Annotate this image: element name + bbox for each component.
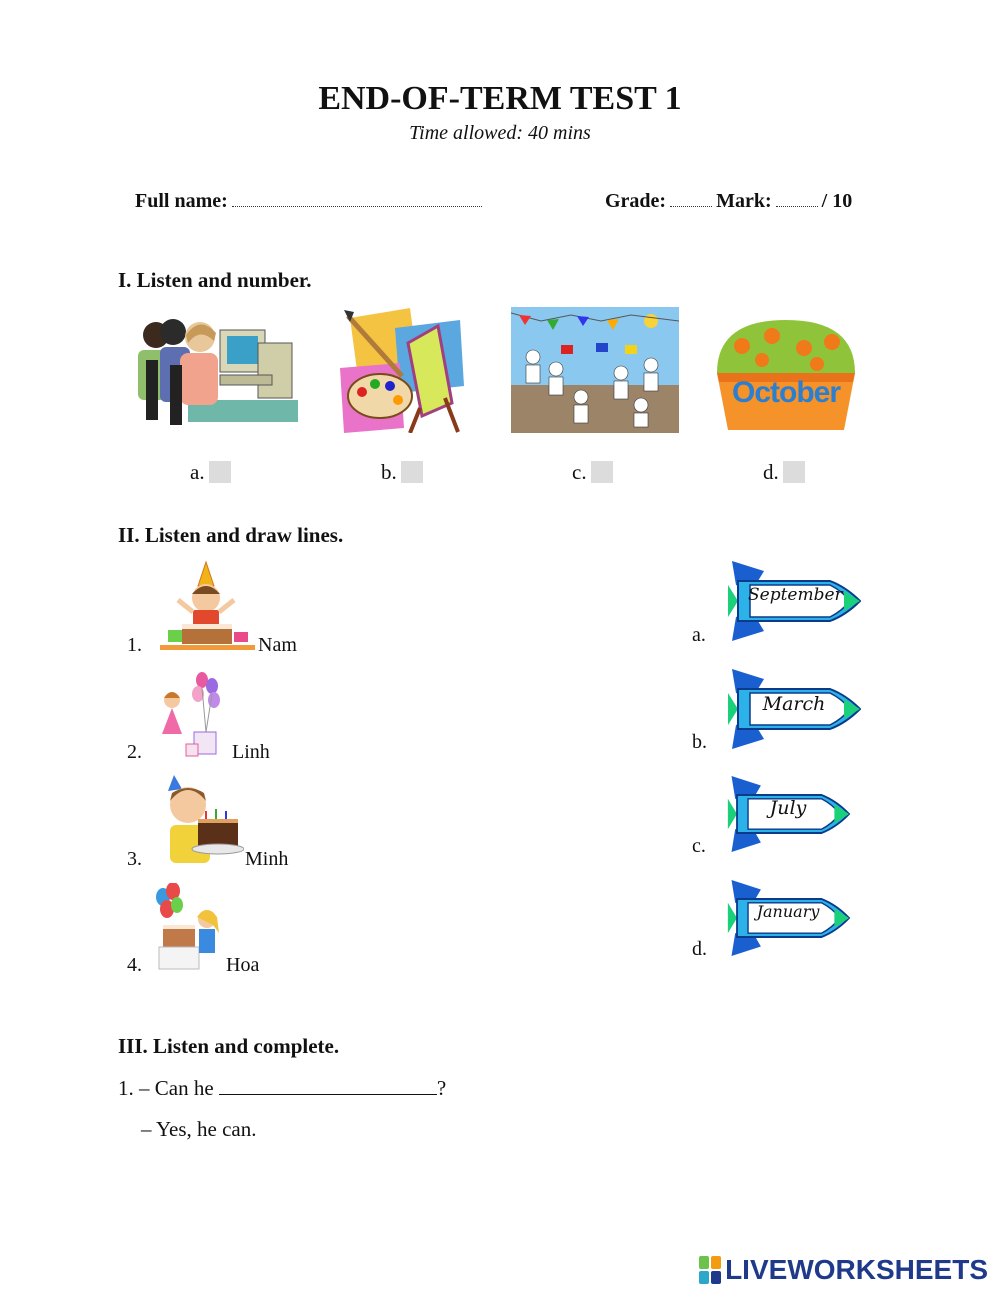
mark-label: Mark: [716, 190, 772, 212]
grade-field[interactable] [670, 196, 712, 207]
person-number-4: 4. [127, 954, 142, 976]
birthday-boy-illustration [160, 560, 255, 652]
sports-day-illustration [511, 307, 679, 433]
person-number-1: 1. [127, 634, 142, 656]
answer-box-a[interactable] [209, 461, 231, 483]
art-palette-illustration [340, 308, 468, 433]
full-name-label: Full name: [135, 190, 228, 212]
option-letter: b. [381, 460, 397, 484]
boy-cake-illustration [160, 775, 244, 867]
rocket-letter-c: c. [692, 835, 706, 857]
option-letter: a. [190, 460, 205, 484]
option-letter: d. [763, 460, 779, 484]
rocket-month-label: July [769, 797, 807, 819]
full-name-row [135, 190, 482, 213]
rocket-month-label: March [762, 693, 826, 715]
person-name-linh: Linh [232, 741, 270, 763]
section1-option-d [763, 460, 805, 485]
rocket-letter-a: a. [692, 624, 706, 646]
page-title: END-OF-TERM TEST 1 [318, 80, 682, 117]
rocket-january[interactable] [726, 880, 850, 956]
section3-heading: III. Listen and complete. [118, 1034, 340, 1058]
rocket-month-label: January [756, 902, 820, 921]
grade-mark-row [605, 190, 852, 213]
computer-lab-illustration [128, 305, 298, 433]
rocket-september[interactable] [726, 561, 861, 641]
question-1-prefix: 1. – Can he [118, 1076, 214, 1100]
rocket-letter-b: b. [692, 731, 707, 753]
person-number-2: 2. [127, 741, 142, 763]
mark-total: / 10 [821, 190, 853, 212]
answer-box-b[interactable] [401, 461, 423, 483]
section1-option-b [381, 460, 423, 485]
section1-option-a [190, 460, 231, 485]
girl-cake-table-illustration [153, 883, 223, 973]
section1-option-c [572, 460, 613, 485]
question-1-blank[interactable] [219, 1076, 437, 1095]
question-1-suffix: ? [436, 1076, 447, 1100]
liveworksheets-badge-icon [699, 1256, 721, 1284]
full-name-field[interactable] [232, 196, 482, 207]
mark-field[interactable] [776, 196, 818, 207]
october-image-text: October [731, 376, 841, 409]
answer-box-d[interactable] [783, 461, 805, 483]
rocket-july[interactable] [726, 776, 850, 852]
option-letter: c. [572, 460, 587, 484]
question-1-row [118, 1076, 446, 1101]
person-name-hoa: Hoa [226, 954, 260, 976]
rocket-march[interactable] [726, 669, 861, 749]
liveworksheets-logo [699, 1254, 988, 1286]
person-name-minh: Minh [245, 848, 289, 870]
person-number-3: 3. [127, 848, 142, 870]
answer-1: – Yes, he can. [141, 1117, 257, 1141]
time-allowed: Time allowed: 40 mins [409, 122, 591, 144]
october-cupcake-illustration [712, 318, 860, 433]
person-name-nam: Nam [258, 634, 297, 656]
answer-box-c[interactable] [591, 461, 613, 483]
girl-balloons-illustration [158, 670, 224, 758]
rocket-letter-d: d. [692, 938, 707, 960]
section1-heading: I. Listen and number. [118, 268, 312, 292]
brand-name: LIVEWORKSHEETS [725, 1254, 988, 1285]
grade-label: Grade: [605, 190, 667, 212]
section2-heading: II. Listen and draw lines. [118, 523, 344, 547]
rocket-month-label: September [748, 585, 843, 605]
